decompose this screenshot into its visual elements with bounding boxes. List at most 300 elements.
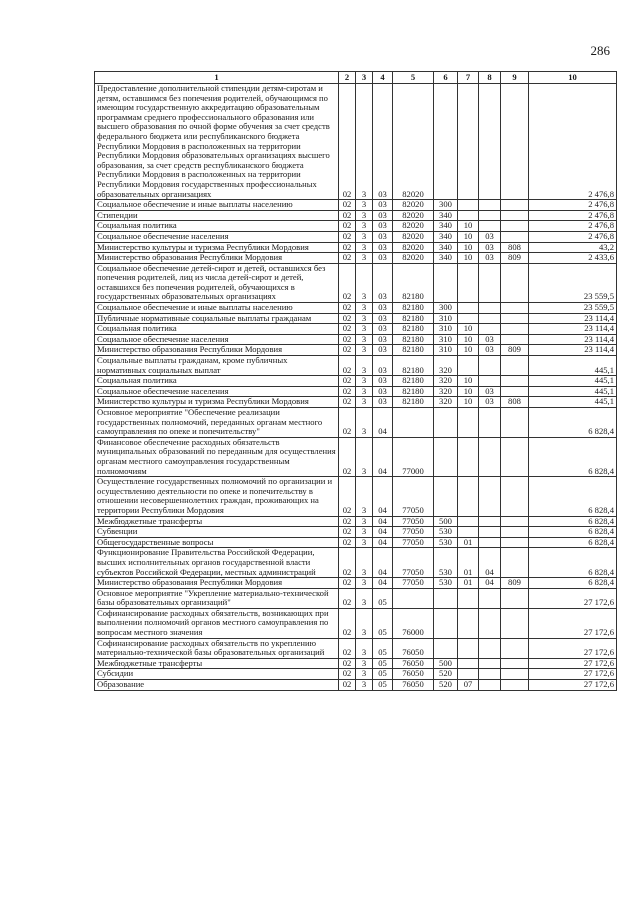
code-cell: 02 [339, 578, 356, 589]
code-cell [458, 200, 479, 211]
code-cell [501, 527, 529, 538]
amount-cell: 445,1 [529, 397, 617, 408]
code-cell: 03 [479, 334, 501, 345]
code-cell [501, 477, 529, 516]
code-cell: 02 [339, 477, 356, 516]
table-row [95, 231, 617, 242]
code-cell: 340 [434, 253, 458, 264]
code-cell [434, 263, 458, 302]
code-cell: 82180 [393, 376, 434, 387]
amount-cell: 6 828,4 [529, 537, 617, 548]
row-name: Субвенции [95, 527, 339, 538]
amount-cell: 445,1 [529, 386, 617, 397]
row-name: Социальное обеспечение и иные выплаты населению [95, 200, 339, 211]
code-cell [501, 437, 529, 476]
code-cell: 02 [339, 231, 356, 242]
row-name: Социальная политика [95, 376, 339, 387]
code-cell: 3 [356, 242, 373, 253]
col-header: 1 [95, 72, 339, 84]
amount-cell: 445,1 [529, 356, 617, 376]
code-cell: 04 [373, 408, 393, 438]
code-cell [501, 548, 529, 578]
code-cell [479, 477, 501, 516]
code-cell [501, 386, 529, 397]
code-cell: 808 [501, 397, 529, 408]
table-row [95, 397, 617, 408]
table-row [95, 324, 617, 335]
code-cell: 02 [339, 334, 356, 345]
code-cell: 01 [458, 548, 479, 578]
code-cell: 04 [479, 578, 501, 589]
code-cell: 76050 [393, 658, 434, 669]
code-cell [434, 477, 458, 516]
code-cell: 03 [373, 397, 393, 408]
code-cell: 82020 [393, 84, 434, 200]
code-cell: 04 [373, 548, 393, 578]
code-cell: 809 [501, 345, 529, 356]
table-row [95, 408, 617, 438]
code-cell: 02 [339, 658, 356, 669]
code-cell: 3 [356, 303, 373, 314]
code-cell: 03 [373, 263, 393, 302]
code-cell: 320 [434, 386, 458, 397]
code-cell: 10 [458, 334, 479, 345]
code-cell: 82020 [393, 231, 434, 242]
code-cell: 10 [458, 253, 479, 264]
code-cell: 02 [339, 200, 356, 211]
code-cell: 3 [356, 263, 373, 302]
code-cell: 04 [479, 548, 501, 578]
code-cell: 01 [458, 578, 479, 589]
code-cell: 3 [356, 345, 373, 356]
code-cell: 05 [373, 658, 393, 669]
amount-cell: 445,1 [529, 376, 617, 387]
table-row [95, 242, 617, 253]
amount-cell: 2 476,8 [529, 231, 617, 242]
row-name: Финансовое обеспечение расходных обязательств муниципальных образований по переданным для осуществления органам местного самоуправления государственным полномочиям [95, 437, 339, 476]
amount-cell: 43,2 [529, 242, 617, 253]
table-row [95, 578, 617, 589]
amount-cell: 23 114,4 [529, 313, 617, 324]
code-cell [458, 408, 479, 438]
code-cell: 82180 [393, 324, 434, 335]
code-cell: 82180 [393, 397, 434, 408]
code-cell: 02 [339, 516, 356, 527]
code-cell: 340 [434, 242, 458, 253]
code-cell: 02 [339, 313, 356, 324]
code-cell: 10 [458, 221, 479, 232]
code-cell: 03 [373, 376, 393, 387]
amount-cell: 23 114,4 [529, 334, 617, 345]
code-cell: 03 [373, 313, 393, 324]
code-cell: 03 [373, 334, 393, 345]
row-name: Софинансирование расходных обязательств по укреплению материально-технической базы образовательных организаций [95, 638, 339, 658]
code-cell: 05 [373, 608, 393, 638]
code-cell [479, 84, 501, 200]
code-cell: 02 [339, 669, 356, 680]
code-cell: 3 [356, 578, 373, 589]
row-name: Функционирование Правительства Российской Федерации, высших исполнительных органов государственной власти субъектов Российской Федерации, местных администраций [95, 548, 339, 578]
code-cell [501, 221, 529, 232]
code-cell [458, 588, 479, 608]
code-cell: 77000 [393, 437, 434, 476]
amount-cell: 27 172,6 [529, 680, 617, 691]
code-cell: 02 [339, 527, 356, 538]
code-cell [458, 658, 479, 669]
code-cell: 03 [373, 242, 393, 253]
code-cell [479, 680, 501, 691]
row-name: Социальное обеспечение населения [95, 386, 339, 397]
code-cell: 03 [373, 210, 393, 221]
code-cell: 03 [373, 84, 393, 200]
code-cell: 03 [479, 242, 501, 253]
code-cell: 3 [356, 210, 373, 221]
code-cell: 3 [356, 334, 373, 345]
budget-table [94, 71, 617, 691]
code-cell: 500 [434, 658, 458, 669]
row-name: Основное мероприятие "Обеспечение реализации государственных полномочий, переданных органам местного самоуправления по опеке и попечительству" [95, 408, 339, 438]
row-name: Социальное обеспечение населения [95, 231, 339, 242]
code-cell [501, 210, 529, 221]
code-cell [501, 680, 529, 691]
code-cell: 04 [373, 516, 393, 527]
table-row [95, 386, 617, 397]
amount-cell: 6 828,4 [529, 408, 617, 438]
code-cell [479, 356, 501, 376]
table-row [95, 548, 617, 578]
amount-cell: 27 172,6 [529, 638, 617, 658]
code-cell: 02 [339, 397, 356, 408]
code-cell [479, 669, 501, 680]
row-name: Социальное обеспечение детей-сирот и детей, оставшихся без попечения родителей, лиц из числа детей-сирот и детей, оставшихся без попечения родителей, обучающихся в государственных образовательных организациях [95, 263, 339, 302]
col-header: 2 [339, 72, 356, 84]
code-cell [501, 516, 529, 527]
code-cell: 340 [434, 221, 458, 232]
col-header: 3 [356, 72, 373, 84]
code-cell: 04 [373, 437, 393, 476]
amount-cell: 6 828,4 [529, 516, 617, 527]
code-cell [501, 334, 529, 345]
code-cell: 01 [458, 537, 479, 548]
code-cell: 02 [339, 537, 356, 548]
code-cell: 05 [373, 669, 393, 680]
code-cell [393, 408, 434, 438]
code-cell: 82180 [393, 303, 434, 314]
code-cell: 02 [339, 408, 356, 438]
code-cell: 03 [479, 397, 501, 408]
code-cell: 02 [339, 345, 356, 356]
table-row [95, 356, 617, 376]
code-cell: 02 [339, 588, 356, 608]
row-name: Субсидии [95, 669, 339, 680]
code-cell: 07 [458, 680, 479, 691]
code-cell [458, 303, 479, 314]
code-cell: 82020 [393, 210, 434, 221]
code-cell: 03 [373, 231, 393, 242]
code-cell: 02 [339, 437, 356, 476]
code-cell: 82020 [393, 253, 434, 264]
code-cell: 02 [339, 263, 356, 302]
row-name: Образование [95, 680, 339, 691]
code-cell: 310 [434, 313, 458, 324]
code-cell: 03 [373, 200, 393, 211]
code-cell: 02 [339, 84, 356, 200]
code-cell: 3 [356, 221, 373, 232]
table-row [95, 537, 617, 548]
code-cell: 04 [373, 578, 393, 589]
code-cell: 10 [458, 345, 479, 356]
code-cell [479, 638, 501, 658]
code-cell: 10 [458, 231, 479, 242]
code-cell [501, 84, 529, 200]
code-cell [479, 537, 501, 548]
code-cell: 808 [501, 242, 529, 253]
code-cell: 03 [479, 253, 501, 264]
code-cell: 3 [356, 608, 373, 638]
code-cell: 3 [356, 356, 373, 376]
amount-cell: 2 476,8 [529, 84, 617, 200]
code-cell: 02 [339, 221, 356, 232]
code-cell: 03 [373, 386, 393, 397]
code-cell [479, 221, 501, 232]
code-cell [458, 638, 479, 658]
code-cell: 3 [356, 313, 373, 324]
code-cell [479, 658, 501, 669]
amount-cell: 6 828,4 [529, 527, 617, 538]
amount-cell: 6 828,4 [529, 437, 617, 476]
code-cell: 02 [339, 253, 356, 264]
code-cell: 02 [339, 376, 356, 387]
code-cell: 76050 [393, 680, 434, 691]
row-name: Социальная политика [95, 324, 339, 335]
header-row [95, 72, 617, 84]
code-cell: 3 [356, 397, 373, 408]
code-cell: 3 [356, 324, 373, 335]
code-cell: 340 [434, 231, 458, 242]
code-cell [479, 608, 501, 638]
code-cell [501, 376, 529, 387]
code-cell [393, 588, 434, 608]
code-cell: 10 [458, 242, 479, 253]
code-cell [434, 608, 458, 638]
code-cell [501, 669, 529, 680]
code-cell: 82180 [393, 313, 434, 324]
code-cell: 82020 [393, 242, 434, 253]
amount-cell: 2 476,8 [529, 200, 617, 211]
table-row [95, 608, 617, 638]
code-cell: 300 [434, 200, 458, 211]
table-row [95, 669, 617, 680]
code-cell: 82180 [393, 334, 434, 345]
code-cell: 82020 [393, 221, 434, 232]
col-header: 6 [434, 72, 458, 84]
row-name: Публичные нормативные социальные выплаты гражданам [95, 313, 339, 324]
code-cell: 05 [373, 680, 393, 691]
code-cell: 05 [373, 588, 393, 608]
code-cell [479, 588, 501, 608]
code-cell [501, 638, 529, 658]
code-cell: 3 [356, 669, 373, 680]
amount-cell: 23 559,5 [529, 263, 617, 302]
col-header: 5 [393, 72, 434, 84]
table-row [95, 345, 617, 356]
code-cell: 03 [373, 303, 393, 314]
code-cell: 340 [434, 210, 458, 221]
code-cell: 82020 [393, 200, 434, 211]
code-cell: 02 [339, 356, 356, 376]
table-row [95, 210, 617, 221]
code-cell: 3 [356, 437, 373, 476]
table-body [95, 84, 617, 691]
row-name: Министерство образования Республики Мордовия [95, 578, 339, 589]
table-row [95, 516, 617, 527]
code-cell: 3 [356, 588, 373, 608]
code-cell [501, 231, 529, 242]
code-cell [479, 516, 501, 527]
row-name: Софинансирование расходных обязательств, возникающих при выполнении полномочий органов местного самоуправления по вопросам местного значения [95, 608, 339, 638]
code-cell: 3 [356, 658, 373, 669]
table-row [95, 84, 617, 200]
code-cell [458, 437, 479, 476]
amount-cell: 27 172,6 [529, 669, 617, 680]
code-cell [458, 84, 479, 200]
code-cell: 77050 [393, 537, 434, 548]
code-cell [434, 84, 458, 200]
code-cell: 300 [434, 303, 458, 314]
code-cell: 02 [339, 608, 356, 638]
table-row [95, 263, 617, 302]
code-cell [479, 527, 501, 538]
code-cell: 77050 [393, 578, 434, 589]
code-cell: 3 [356, 253, 373, 264]
code-cell [501, 588, 529, 608]
code-cell: 3 [356, 527, 373, 538]
code-cell: 02 [339, 242, 356, 253]
code-cell [479, 263, 501, 302]
code-cell [458, 313, 479, 324]
code-cell: 04 [373, 537, 393, 548]
code-cell: 03 [373, 345, 393, 356]
code-cell [458, 263, 479, 302]
code-cell: 500 [434, 516, 458, 527]
code-cell: 76000 [393, 608, 434, 638]
col-header: 4 [373, 72, 393, 84]
code-cell [434, 408, 458, 438]
row-name: Основное мероприятие "Укрепление материально-технической базы образовательных организаций" [95, 588, 339, 608]
row-name: Межбюджетные трансферты [95, 516, 339, 527]
code-cell [501, 263, 529, 302]
code-cell [501, 408, 529, 438]
code-cell: 3 [356, 386, 373, 397]
code-cell [501, 356, 529, 376]
code-cell [501, 324, 529, 335]
amount-cell: 23 114,4 [529, 324, 617, 335]
row-name: Общегосударственные вопросы [95, 537, 339, 548]
code-cell: 82180 [393, 263, 434, 302]
code-cell [501, 303, 529, 314]
code-cell [458, 477, 479, 516]
code-cell [501, 608, 529, 638]
amount-cell: 6 828,4 [529, 548, 617, 578]
code-cell: 3 [356, 516, 373, 527]
code-cell: 82180 [393, 386, 434, 397]
code-cell [501, 200, 529, 211]
code-cell: 520 [434, 680, 458, 691]
code-cell: 77050 [393, 477, 434, 516]
code-cell: 76050 [393, 669, 434, 680]
code-cell: 10 [458, 376, 479, 387]
table-row [95, 477, 617, 516]
amount-cell: 23 114,4 [529, 345, 617, 356]
code-cell: 310 [434, 334, 458, 345]
code-cell [458, 516, 479, 527]
row-name: Предоставление дополнительной стипендии детям-сиротам и детям, оставшимся без попечения родителей, обучающимся по имеющим государственную аккредитацию образовательным программам среднего профессионального образования или высшего образования по очной форме обучения за счет средств федерального бюджета или республиканского бюджета Республики Мордовия в расположенных на территории Республики Мордовия образовательных организациях высшего образования, за счет средств республиканского бюджета Республики Мордовия в расположенных на территории Республики Мордовия государственных профессиональных образовательных организациях [95, 84, 339, 200]
row-name: Социальное обеспечение и иные выплаты населению [95, 303, 339, 314]
row-name: Межбюджетные трансферты [95, 658, 339, 669]
code-cell: 520 [434, 669, 458, 680]
row-name: Стипендии [95, 210, 339, 221]
code-cell: 809 [501, 578, 529, 589]
table-row [95, 303, 617, 314]
code-cell: 02 [339, 548, 356, 578]
col-header: 7 [458, 72, 479, 84]
code-cell: 3 [356, 638, 373, 658]
code-cell: 77050 [393, 527, 434, 538]
code-cell: 10 [458, 397, 479, 408]
code-cell [434, 638, 458, 658]
code-cell: 77050 [393, 548, 434, 578]
amount-cell: 27 172,6 [529, 608, 617, 638]
code-cell: 03 [373, 324, 393, 335]
table-row [95, 334, 617, 345]
code-cell: 02 [339, 638, 356, 658]
code-cell: 310 [434, 324, 458, 335]
code-cell: 03 [479, 345, 501, 356]
code-cell: 320 [434, 376, 458, 387]
code-cell: 03 [479, 231, 501, 242]
page-number: 286 [590, 43, 610, 58]
table-row [95, 658, 617, 669]
code-cell: 3 [356, 231, 373, 242]
code-cell [434, 588, 458, 608]
row-name: Министерство образования Республики Мордовия [95, 345, 339, 356]
code-cell [458, 356, 479, 376]
code-cell: 3 [356, 477, 373, 516]
col-header: 10 [529, 72, 617, 84]
code-cell [501, 537, 529, 548]
code-cell [458, 210, 479, 221]
amount-cell: 6 828,4 [529, 477, 617, 516]
code-cell: 3 [356, 84, 373, 200]
code-cell: 530 [434, 537, 458, 548]
code-cell: 02 [339, 386, 356, 397]
code-cell [479, 303, 501, 314]
code-cell: 10 [458, 386, 479, 397]
table-row [95, 638, 617, 658]
code-cell [479, 324, 501, 335]
code-cell [458, 669, 479, 680]
code-cell: 02 [339, 324, 356, 335]
code-cell: 3 [356, 680, 373, 691]
row-name: Министерство культуры и туризма Республики Мордовия [95, 397, 339, 408]
code-cell: 3 [356, 548, 373, 578]
code-cell: 02 [339, 303, 356, 314]
col-header: 8 [479, 72, 501, 84]
code-cell [434, 437, 458, 476]
amount-cell: 27 172,6 [529, 658, 617, 669]
code-cell: 530 [434, 527, 458, 538]
code-cell [458, 608, 479, 638]
